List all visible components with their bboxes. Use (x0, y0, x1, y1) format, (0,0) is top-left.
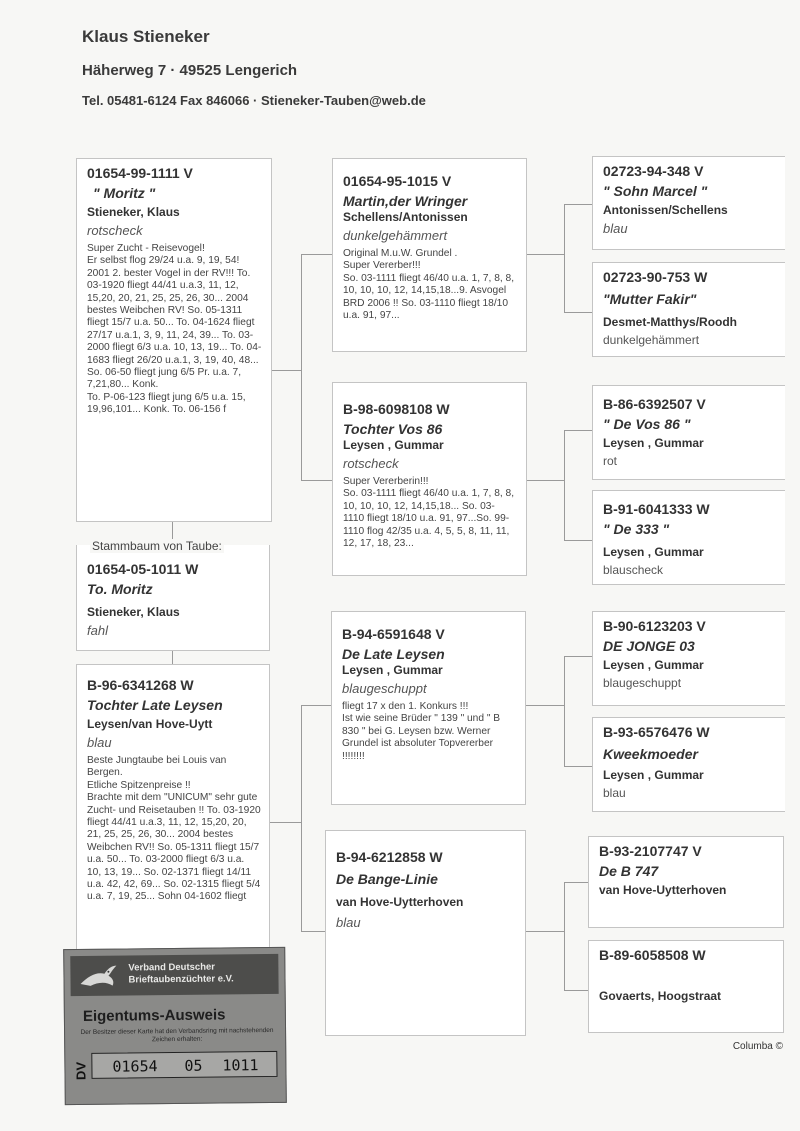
connector (526, 480, 564, 481)
pedigree-card-subject (76, 545, 270, 651)
pedigree-card-mff (592, 611, 785, 706)
pedigree-card-mf (331, 611, 526, 805)
pigeon-color: blau (603, 786, 626, 800)
association-name (128, 961, 233, 986)
owner-name: Stieneker, Klaus (87, 605, 180, 619)
pedigree-card-mm (325, 830, 526, 1036)
ring-number-part: 01654 (112, 1057, 158, 1076)
connector (526, 931, 564, 932)
owner-name: Leysen , Gummar (343, 438, 444, 452)
pigeon-name: Kweekmoeder (603, 746, 698, 762)
pigeon-color: dunkelgehämmert (603, 333, 700, 347)
association-name-line: Verband Deutscher (128, 961, 216, 974)
pedigree-card-mfm (592, 717, 785, 812)
connector (564, 430, 565, 540)
connector (564, 882, 565, 990)
ring-number-field (91, 1051, 277, 1079)
breeder-contact: Tel. 05481-6124 Fax 846066 · Stieneker-Tauben@web.de (82, 93, 426, 108)
ring-number: B-89-6058508 W (599, 947, 706, 963)
owner-name: Leysen , Gummar (342, 663, 443, 677)
pigeon-color: blau (336, 915, 361, 930)
pigeon-color: blauscheck (603, 563, 664, 577)
ring-number-part: 05 (184, 1056, 203, 1075)
association-name-line: Brieftaubenzüchter e.V. (128, 973, 234, 986)
ring-number-part: 1011 (222, 1056, 259, 1075)
pigeon-name: Martin,der Wringer (343, 193, 468, 209)
ring-number: B-86-6392507 V (603, 396, 706, 412)
pigeon-color: blau (603, 221, 628, 236)
connector (301, 931, 325, 932)
pigeon-color: blaugeschuppt (342, 681, 427, 696)
owner-name: Leysen , Gummar (603, 436, 704, 450)
pigeon-name: "Mutter Fakir" (603, 291, 697, 307)
pigeon-color: fahl (87, 623, 108, 638)
owner-name: Leysen/van Hove-Uytt (87, 717, 213, 731)
ownership-card-header (70, 954, 278, 996)
ring-number: B-94-6212858 W (336, 849, 443, 865)
connector (301, 705, 302, 931)
ring-number: 01654-95-1015 V (343, 173, 452, 189)
ownership-card-subtitle: Der Besitzer dieser Karte hat den Verbandsring mit nachstehenden Zeichen erhalten: (80, 1026, 274, 1044)
connector (526, 705, 564, 706)
pigeon-name: " De 333 " (603, 521, 670, 537)
copyright-note: Columba © (732, 1041, 783, 1052)
ring-number: B-96-6341268 W (87, 677, 194, 693)
pedigree-card-mmm (588, 940, 784, 1033)
ring-number: 01654-99-1111 V (87, 165, 193, 181)
ownership-card (63, 947, 287, 1105)
connector (564, 656, 593, 657)
pedigree-card-ffm (592, 262, 785, 357)
breeder-name: Klaus Stieneker (82, 27, 210, 46)
connector (564, 312, 593, 313)
connector (301, 254, 302, 480)
pigeon-name: De B 747 (599, 863, 659, 879)
pigeon-name: DE JONGE 03 (603, 638, 695, 654)
owner-name: Govaerts, Hoogstraat (599, 989, 722, 1003)
connector (564, 882, 589, 883)
pedigree-card-fm (332, 382, 527, 576)
ring-number: 02723-90-753 W (603, 269, 708, 285)
connector (269, 822, 301, 823)
pigeon-notes: Original M.u.W. Grundel . Super Vererber!!! So. 03-1111 fliegt 46/40 u.a. 1, 7, 8, 8, 10, 10, 10, 12, 14,15,18...9. Asvogel BRD 2006 !! So. 03-1110 fliegt 18/10 u.a. 91, 97... (343, 248, 515, 322)
connector (564, 430, 593, 431)
connector (301, 480, 333, 481)
ownership-card-title: Eigentums-Ausweis (82, 1006, 226, 1025)
connector (564, 204, 565, 312)
pedigree-card-mother (76, 664, 270, 954)
ring-number: 02723-94-348 V (603, 163, 704, 179)
pigeon-name: Tochter Late Leysen (87, 697, 223, 713)
pigeon-notes: fliegt 17 x den 1. Konkurs !!! Ist wie seine Brüder " 139 " und " B 830 " bei G. Leysen bzw. Werner Grundel ist absoluter Topvererber !!!!!!!! (342, 701, 501, 762)
pigeon-color: dunkelgehämmert (343, 228, 448, 243)
owner-name: Desmet-Matthys/Roodh (603, 315, 738, 329)
pigeon-name: Tochter Vos 86 (343, 421, 443, 437)
ring-country-code: DV (73, 1061, 89, 1081)
ring-number: B-93-6576476 W (603, 724, 710, 740)
ring-number: B-94-6591648 V (342, 626, 445, 642)
pigeon-name: De Bange-Linie (336, 871, 438, 887)
pigeon-notes: Super Zucht - Reisevogel! Er selbst flog 29/24 u.a. 9, 19, 54! 2001 2. bester Vogel in der RV!!! To. 03-1920 fliegt 44/41 u.a.3, 11, 12, 15,20, 20, 21, 25, 25, 26, 30... 2004 bestes Weibchen RV! So. 05-1311 fliegt 15/7 u.a. 50... To. 04-1624 fliegt 27/17 u.a.1, 3, 9, 11, 24, 39... To. 03-2000 fliegt 6/3 u.a. 10, 13, 19... To. 04-1683 fliegt 26/20 u.a.1, 3, 19, 40, 48... So. 06-50 fliegt jung 6/5 Pr. u.a. 7, 7,21,80... Konk. To. P-06-123 fliegt jung 6/5 u.a. 15, 19,96,101... Konk. To. 06-156 f (87, 243, 262, 416)
connector (564, 656, 565, 766)
owner-name: Leysen , Gummar (603, 768, 704, 782)
owner-name: Schellens/Antonissen (343, 210, 468, 224)
pigeon-color: blau (87, 735, 112, 750)
pedigree-card-fmm (592, 490, 785, 585)
ring-number: B-98-6098108 W (343, 401, 450, 417)
pigeon-logo-icon (78, 962, 118, 992)
connector (564, 766, 593, 767)
ring-number: B-90-6123203 V (603, 618, 706, 634)
pigeon-color: rotscheck (87, 223, 143, 238)
owner-name: Antonissen/Schellens (603, 203, 728, 217)
pigeon-color: rot (603, 454, 618, 468)
pedigree-card-fmf (592, 385, 785, 480)
owner-name: Stieneker, Klaus (87, 205, 180, 219)
subject-label: Stammbaum von Taube: (92, 539, 222, 553)
owner-name: van Hove-Uytterhoven (599, 883, 727, 897)
owner-name: Leysen , Gummar (603, 545, 704, 559)
pedigree-card-fff (592, 156, 785, 250)
pigeon-notes: Beste Jungtaube bei Louis van Bergen. Etliche Spitzenpreise !! Brachte mit dem "UNICUM" sehr gute Zucht- und Reisetauben !! To. 03-1920 fliegt 44/41 u.a.3, 11, 12, 15,20, 20, 21, 25, 25, 26, 30... 2004 bestes Weibchen RV!! So. 05-1311 fliegt 15/7 u.a. 50... To. 03-2000 fliegt 6/3 u.a. 10, 13, 19... So. 02-1371 fliegt 14/11 u.a. 42, 42, 69... So. 02-1315 fliegt 5/4 u.a. 7, 19, 25... Sohn 04-1602 fliegt (87, 755, 261, 903)
pigeon-name: De Late Leysen (342, 646, 445, 662)
pigeon-notes: Super Vererberin!!! So. 03-1111 fliegt 46/40 u.a. 1, 7, 8, 8, 10, 10, 10, 12, 14,15,18... So. 03- 1110 fliegt 18/10 u.a. 91, 97...So. 99-1110 flog 42/35 u.a. 4, 5, 5, 8, 11, 11, 12, 17, 18, 23... (343, 476, 515, 550)
connector (564, 204, 593, 205)
pigeon-color: rotscheck (343, 456, 399, 471)
pedigree-card-father (76, 158, 272, 522)
connector (172, 650, 173, 664)
pigeon-color: blaugeschuppt (603, 676, 682, 690)
connector (564, 540, 593, 541)
breeder-address: Häherweg 7 · 49525 Lengerich (82, 62, 298, 79)
pedigree-card-mmf (588, 836, 784, 928)
connector (301, 705, 332, 706)
ring-number: B-91-6041333 W (603, 501, 710, 517)
pigeon-name: " Sohn Marcel " (603, 183, 708, 199)
pedigree-card-ff (332, 158, 527, 352)
connector (564, 990, 589, 991)
ring-number: B-93-2107747 V (599, 843, 702, 859)
connector (526, 254, 564, 255)
owner-name: van Hove-Uytterhoven (336, 895, 464, 909)
ring-number: 01654-05-1011 W (87, 561, 199, 577)
pigeon-name: " Moritz " (93, 185, 156, 201)
connector (301, 254, 333, 255)
pigeon-name: To. Moritz (87, 581, 153, 597)
owner-name: Leysen , Gummar (603, 658, 704, 672)
connector (271, 370, 301, 371)
pigeon-name: " De Vos 86 " (603, 416, 691, 432)
